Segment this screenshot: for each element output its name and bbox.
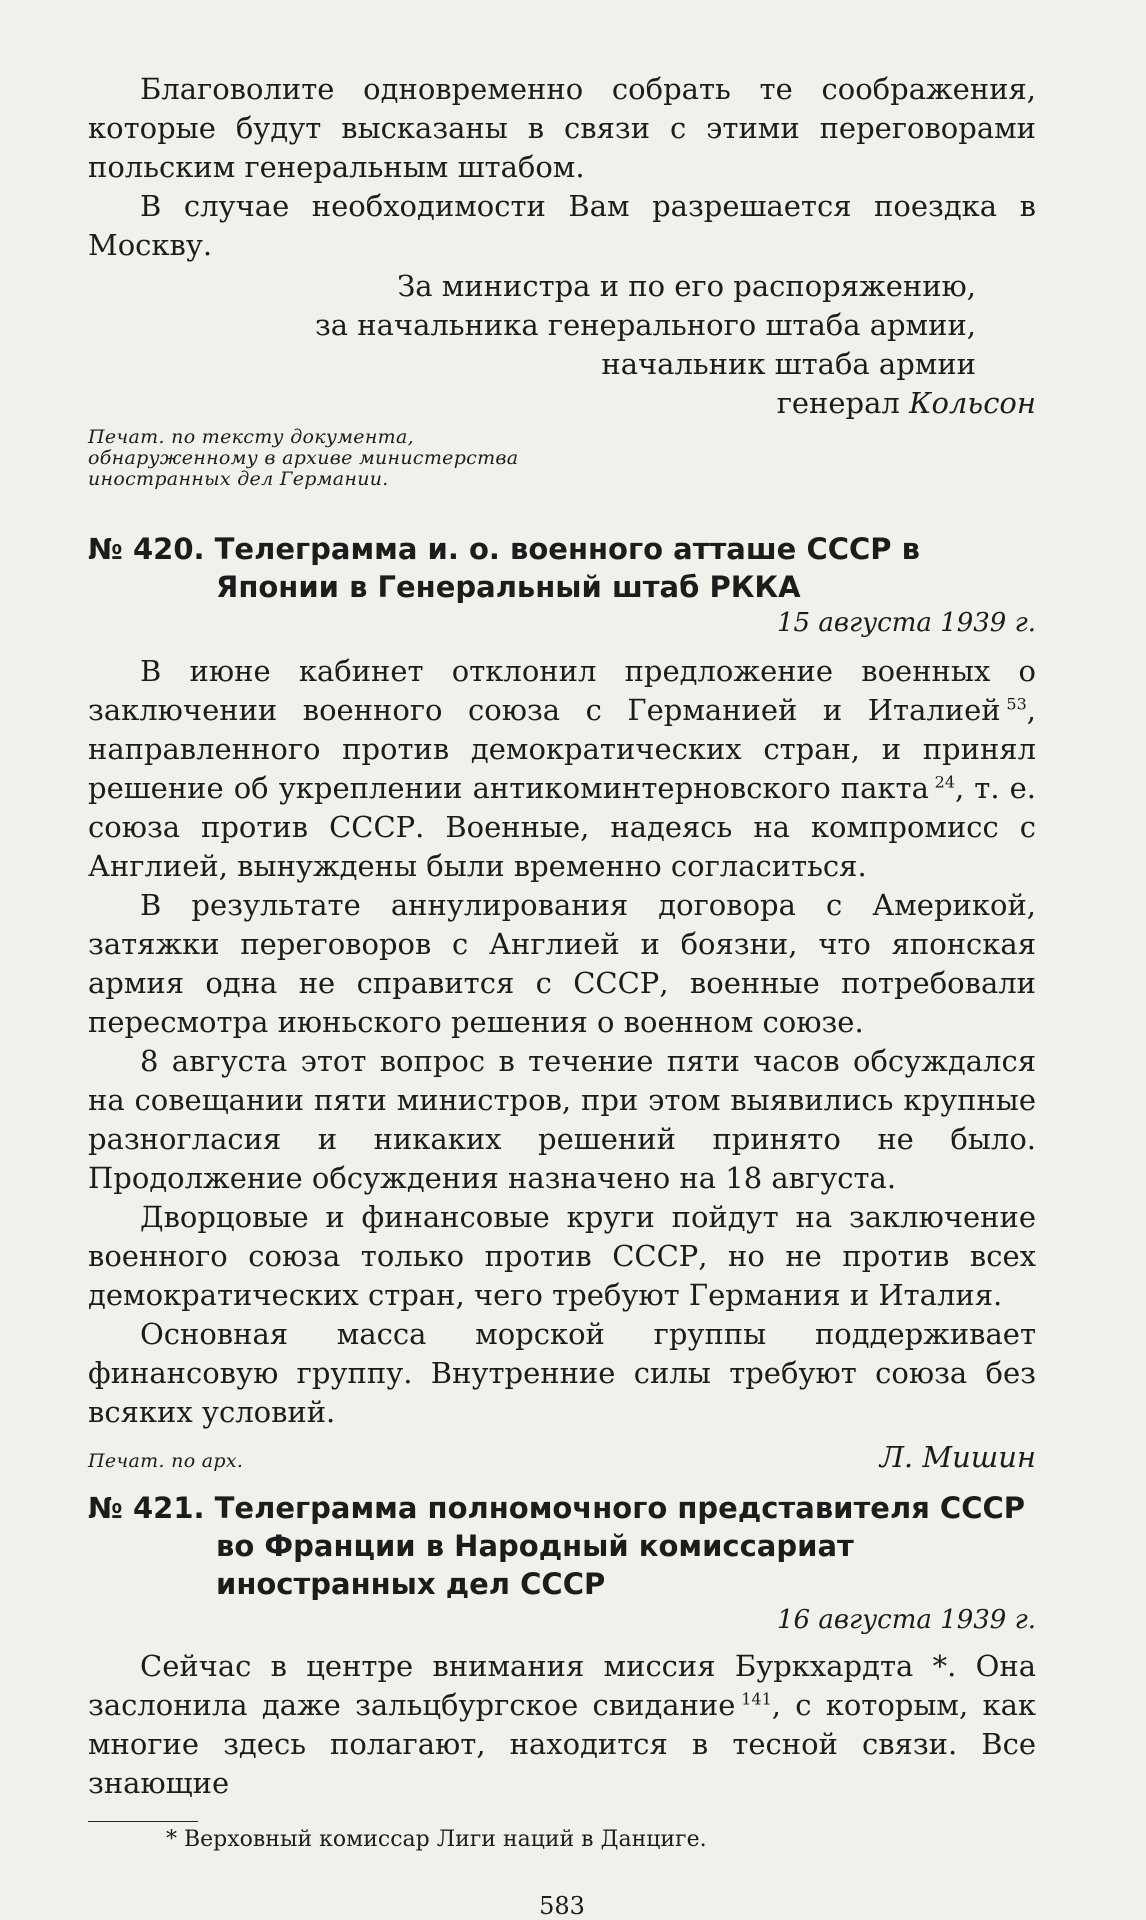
footnote-divider: [88, 1821, 198, 1822]
doc-420-p1-text-a: В июне кабинет отклонил предложение военных о заключении военного союза с Германией и Италией: [88, 654, 1036, 727]
doc-420-paragraph-3: 8 августа этот вопрос в течение пяти часов обсуждался на совещании пяти министров, при этом выявились крупные разногласия и никаких решений принято не было. Продолжение обсуждения назначено на 18 августа.: [88, 1044, 1036, 1195]
signature-name: Кольсон: [909, 386, 1036, 420]
doc-420-source-note: Печат. по арх.: [88, 1450, 244, 1472]
signature-line-2: за начальника генерального штаба армии,: [314, 308, 976, 342]
document-page: [88, 70, 1036, 1920]
top-paragraph-2: В случае необходимости Вам разрешается поездка в Москву.: [88, 189, 1036, 262]
signature-line-3: начальник штаба армии: [601, 347, 976, 381]
doc-420-p1-text-b: , направленного против демократических стран, и принял решение об укреплении антикоминтерновского пакта: [88, 693, 1036, 805]
doc-421-p1-text-a: Сейчас в центре внимания миссия Буркхардта: [140, 1649, 914, 1683]
doc-420-footer-row: [88, 1438, 1036, 1477]
doc-420-heading: № 420. Телеграмма и. о. военного атташе СССР в Японии в Генеральный штаб РККА: [88, 532, 920, 604]
footnote-ref-24: 24: [934, 772, 956, 792]
signature-line-1: За министра и по его распоряжению,: [397, 269, 976, 303]
top-signature-block: [88, 267, 1036, 423]
top-source-note: Печат. по тексту документа, обнаруженному в архиве министерства иностранных дел Германии.: [88, 426, 519, 490]
doc-421-p1-text-b: . Она заслонила даже зальцбургское свидание: [88, 1649, 1036, 1722]
doc-420-paragraph-1: [88, 652, 1036, 886]
doc-420-paragraph-5: Основная масса морской группы поддерживает финансовую группу. Внутренние силы требуют союза без всяких условий.: [88, 1317, 1036, 1429]
doc-420-paragraph-4: Дворцовые и финансовые круги пойдут на заключение военного союза только против СССР, но не против всех демократических стран, чего требуют Германия и Италия.: [88, 1200, 1036, 1312]
doc-421-date: 16 августа 1939 г.: [776, 1605, 1036, 1635]
doc-420-paragraph-2: В результате аннулирования договора с Америкой, затяжки переговоров с Англией и боязни, что японская армия одна не справится с СССР, военные потребовали пересмотра июньского решения о военном союзе.: [88, 888, 1036, 1039]
footnote-star-ref: *: [913, 1649, 948, 1683]
doc-420-signature: Л. Мишин: [879, 1440, 1036, 1474]
footnote: * Верховный комиссар Лиги наций в Данциге.: [166, 1827, 707, 1852]
doc-420-date: 15 августа 1939 г.: [776, 608, 1036, 638]
footnote-ref-53: 53: [1006, 694, 1027, 714]
page-number: 583: [539, 1892, 585, 1920]
doc-420-p1-text-c: , т. е. союза против СССР. Военные, надеясь на компромисс с Англией, вынуждены были временно согласиться.: [88, 771, 1036, 883]
footnote-ref-141: 141: [741, 1689, 772, 1709]
doc-421-heading: № 421. Телеграмма полномочного представителя СССР во Франции в Народный комиссариат иностранных дел СССР: [88, 1491, 1026, 1601]
doc-421-p1-text-c: , с которым, как многие здесь полагают, находится в тесной связи. Все знающие: [88, 1688, 1036, 1800]
signature-line-4: [88, 384, 1036, 423]
doc-421-paragraph-1: [88, 1647, 1036, 1803]
top-paragraph-1: Благоволите одновременно собрать те соображения, которые будут высказаны в связи с этими переговорами польским генеральным штабом.: [88, 72, 1036, 184]
signature-title: генерал: [776, 386, 900, 420]
